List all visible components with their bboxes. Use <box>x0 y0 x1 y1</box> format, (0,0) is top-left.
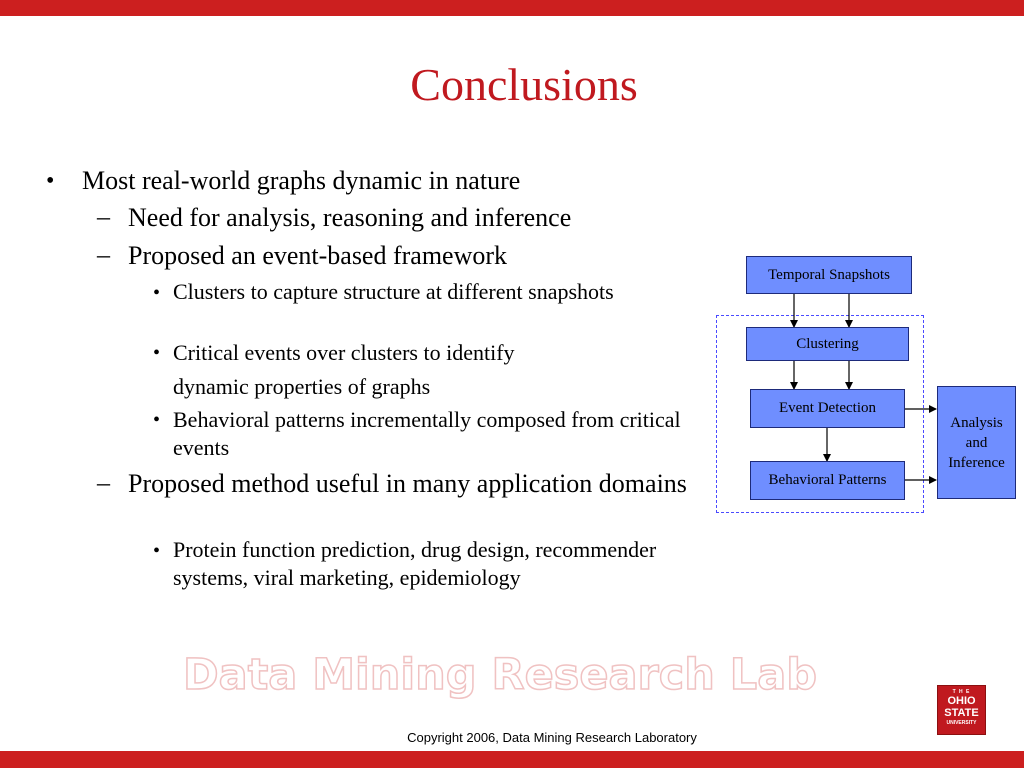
sub-sub-bullet-applications: Protein function prediction, drug design, recommender systems, viral marketing, epidemiology <box>173 537 657 590</box>
sub-sub-bullet-clusters: Clusters to capture structure at different snapshots <box>173 279 614 304</box>
analysis-inference-box: Analysis and Inference <box>937 386 1016 499</box>
bullet-marker: • <box>46 168 55 194</box>
sub-bullet-application-domains: Proposed method useful in many application domains <box>128 469 687 498</box>
copyright-text: Copyright 2006, Data Mining Research Laboratory <box>407 730 697 745</box>
sub-bullet-marker: • <box>153 342 161 364</box>
slide-title: Conclusions <box>410 59 638 110</box>
sub-bullet-marker: • <box>153 540 161 562</box>
logo-the: T H E <box>952 689 971 695</box>
clustering-box: Clustering <box>746 327 909 361</box>
behavioral-patterns-box: Behavioral Patterns <box>750 461 905 500</box>
sub-sub-bullet-critical-events-line1: Critical events over clusters to identify <box>173 340 515 365</box>
bottom-accent-bar <box>0 751 1024 768</box>
temporal-snapshots-box: Temporal Snapshots <box>746 256 912 294</box>
bullet-dynamic-graphs: Most real-world graphs dynamic in nature <box>82 166 521 195</box>
ohio-state-logo <box>937 685 986 735</box>
dash-marker: – <box>97 468 110 497</box>
logo-state: STATE <box>944 707 979 719</box>
logo-ohio: OHIO <box>947 695 976 707</box>
sub-bullet-marker: • <box>153 282 161 304</box>
lab-watermark: Data Mining Research Lab <box>182 650 818 700</box>
sub-bullet-event-framework: Proposed an event-based framework <box>128 241 508 270</box>
logo-university: UNIVERSITY <box>946 720 977 726</box>
sub-bullet-need-analysis: Need for analysis, reasoning and inference <box>128 203 572 232</box>
dash-marker: – <box>97 240 110 269</box>
sub-sub-bullet-behavioral-patterns: Behavioral patterns incrementally composed from critical events <box>173 407 681 460</box>
dash-marker: – <box>97 202 110 231</box>
sub-bullet-marker: • <box>153 409 161 431</box>
sub-sub-bullet-critical-events-line2: dynamic properties of graphs <box>173 374 431 399</box>
event-detection-box: Event Detection <box>750 389 905 428</box>
